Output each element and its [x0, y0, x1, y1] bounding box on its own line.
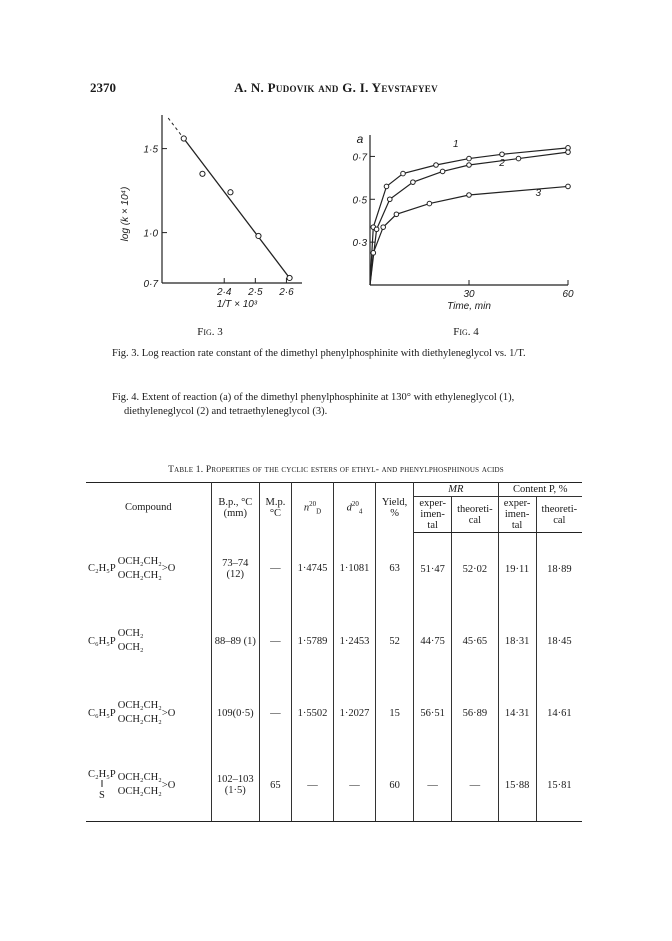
table-row	[86, 533, 582, 606]
figure-3-label: Fig. 3	[197, 326, 223, 338]
figure-3-chart	[112, 100, 312, 315]
data-point	[500, 152, 505, 157]
mr-theor-cell: 52·02	[452, 533, 498, 606]
compound-cell	[86, 533, 211, 606]
compound-cell	[86, 677, 211, 749]
data-point	[381, 225, 386, 230]
mp-cell: —	[259, 533, 291, 606]
fit-line-extension	[168, 118, 184, 139]
y-tick-label: 0·5	[352, 195, 367, 207]
x-tick-label: 2·6	[279, 287, 294, 298]
data-point	[384, 184, 389, 189]
compound-prefix: C₆H₅P	[88, 707, 116, 719]
ring-top: OCH₂CH₂	[117, 700, 162, 711]
refractive-index-cell: 1·5789	[291, 605, 333, 677]
data-point	[467, 163, 472, 168]
col-density: $d^{20}_4$	[334, 483, 376, 533]
ring-end: >O	[161, 707, 176, 719]
mr-theor-cell: 45·65	[452, 605, 498, 677]
col-mp: M.p. °C	[259, 483, 291, 533]
x-axis-label: 1/T × 10³	[216, 299, 258, 310]
ring-bottom: OCH₂CH₂	[117, 714, 162, 725]
density-cell: 1·2027	[334, 677, 376, 749]
ring-top: OCH₂CH₂	[117, 555, 162, 567]
compound-prefix: C₂H₅P	[88, 563, 116, 575]
figure-3-caption: Fig. 3. Log reaction rate constant of the dimethyl phenylphosphinite with diethyleneglycol vs. 1/T.	[112, 348, 526, 359]
data-point	[371, 251, 376, 256]
data-point	[256, 233, 261, 238]
p-theor-cell: 18·89	[547, 563, 572, 575]
data-point	[440, 169, 445, 174]
data-point	[427, 201, 432, 206]
density-cell: 1·2453	[334, 605, 376, 677]
bp-cell: 109(0·5)	[211, 677, 259, 749]
data-point	[388, 197, 393, 202]
density-cell: 1·1081	[334, 533, 376, 606]
refractive-index-cell: —	[291, 749, 333, 822]
compound-cell	[86, 605, 211, 677]
data-point	[200, 171, 205, 176]
y-tick-label: 0·7	[143, 279, 158, 290]
yield-cell: 15	[376, 677, 414, 749]
properties-table	[86, 482, 582, 822]
col-mr-theor: theoreti-cal	[452, 497, 498, 533]
curve-label-2: 2	[499, 158, 505, 170]
mp-cell: 65	[259, 749, 291, 822]
bp-cell: 88–89 (1)	[211, 605, 259, 677]
refractive-index-cell: 1·4745	[291, 533, 333, 606]
page-number: 2370	[90, 80, 116, 95]
p-theor-cell: 15·81	[536, 749, 582, 822]
y-tick-label: 1·0	[143, 228, 158, 240]
data-point	[467, 193, 472, 198]
figure-4-chart	[328, 120, 580, 315]
compound-formula	[88, 555, 209, 583]
mr-exper-cell: 51·47	[414, 533, 452, 606]
x-axis-label: Time, min	[447, 301, 491, 312]
running-title: A. N. Pudovik and G. I. Yevstafyev	[234, 80, 438, 95]
col-compound: Compound	[86, 483, 211, 533]
col-mr-exper: exper-imen-tal	[414, 497, 452, 533]
mp-cell: —	[259, 677, 291, 749]
table-row	[86, 605, 582, 677]
mr-exper-cell: 56·51	[414, 677, 452, 749]
bp-cell: 73–74 (12)	[211, 533, 259, 606]
curve-label-1: 1	[453, 138, 459, 150]
data-point	[566, 184, 571, 189]
fit-line	[184, 139, 290, 278]
table-row	[86, 677, 582, 749]
bp-cell: 102–103 (1·5)	[211, 749, 259, 822]
y-tick-label: 0·7	[352, 152, 367, 164]
p-exper-cell: 14·31	[498, 677, 536, 749]
compound-cell	[86, 749, 211, 822]
yield-cell: 63	[376, 533, 414, 606]
compound-formula: C₂H₅P ‖ S OCH₂CH₂ OCH₂CH₂ >O	[88, 769, 176, 801]
data-point	[287, 275, 292, 280]
data-point	[516, 156, 521, 161]
yield-cell: 52	[376, 605, 414, 677]
ring-bottom: OCH₂	[117, 642, 144, 653]
refractive-index-cell: 1·5502	[291, 677, 333, 749]
x-tick-label: 30	[463, 289, 475, 300]
data-point	[411, 180, 416, 185]
compound-formula	[88, 627, 209, 655]
table-row	[86, 749, 582, 822]
col-refractive-index: $n^{20}_D$	[291, 483, 333, 533]
p-exper-cell: 15·88	[498, 749, 536, 822]
data-point	[181, 136, 186, 141]
sulfur-label: S	[98, 790, 105, 801]
figure-4-label: Fig. 4	[453, 326, 479, 338]
data-point	[401, 171, 406, 176]
p-exper-cell: 18·31	[498, 605, 536, 677]
data-point	[566, 150, 571, 155]
p-theor-cell: 18·45	[547, 635, 572, 647]
mp-cell: —	[259, 605, 291, 677]
density-cell: —	[334, 749, 376, 822]
col-mr: MR	[414, 483, 498, 497]
p-theor-cell: 14·61	[547, 707, 572, 719]
figure-4-caption: Fig. 4. Extent of reaction (a) of the dimethyl phenylphosphinite at 130° with ethyleneglycol (1), diethyleneglycol (2) and tetraethyleneglycol (3).	[112, 392, 515, 417]
mr-exper-cell: —	[414, 749, 452, 822]
series-line-2	[370, 152, 568, 285]
data-point	[467, 156, 472, 161]
col-bp: B.p., °C (mm)	[211, 483, 259, 533]
ring-end: >O	[161, 563, 176, 575]
table-caption: Table 1. Properties of the cyclic esters of ethyl- and phenylphosphinous acids	[168, 465, 504, 475]
col-p-theor: theoreti-cal	[536, 497, 582, 533]
ring-top: OCH₂	[117, 628, 144, 639]
curve-label-3: 3	[535, 188, 542, 200]
compound-prefix: C₆H₅P	[88, 635, 116, 647]
x-tick-label: 2·4	[216, 287, 232, 298]
compound-prefix: C₂H₅P	[88, 769, 116, 780]
y-axis-label: a	[356, 132, 364, 146]
data-point	[374, 227, 379, 232]
col-content-p: Content P, %	[498, 483, 582, 497]
col-p-exper: exper-imen-tal	[498, 497, 536, 533]
mr-theor-cell: 56·89	[452, 677, 498, 749]
mr-theor-cell: —	[452, 749, 498, 822]
series-line-1	[370, 148, 568, 285]
data-point	[228, 190, 233, 195]
mr-exper-cell: 44·75	[414, 605, 452, 677]
ring-bottom: OCH₂CH₂	[117, 569, 162, 581]
y-tick-label: 0·3	[352, 238, 367, 250]
ring-bottom: OCH₂CH₂	[117, 786, 162, 797]
data-point	[434, 163, 439, 168]
y-axis-label: log (k × 10⁴)	[120, 186, 131, 242]
x-tick-label: 60	[562, 289, 574, 300]
p-exper-cell: 19·11	[498, 533, 536, 606]
x-tick-label: 2·5	[248, 287, 263, 298]
compound-formula	[88, 699, 209, 727]
y-tick-label: 1·5	[143, 144, 158, 156]
yield-cell: 60	[376, 749, 414, 822]
ring-top: OCH₂CH₂	[117, 772, 162, 783]
col-yield: Yield, %	[376, 483, 414, 533]
ring-end: >O	[161, 779, 176, 791]
series-line-3	[370, 186, 568, 285]
data-point	[394, 212, 399, 217]
